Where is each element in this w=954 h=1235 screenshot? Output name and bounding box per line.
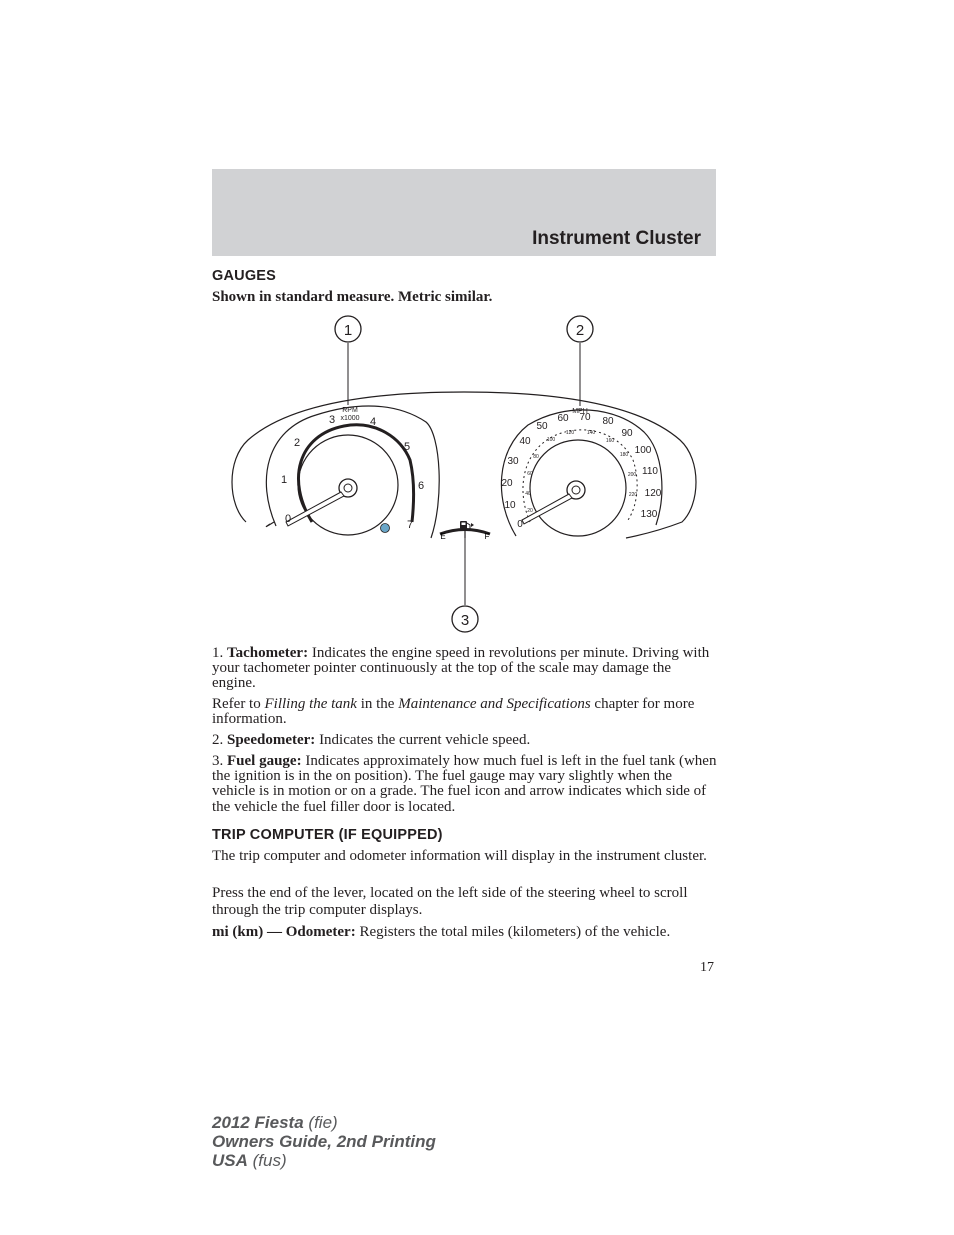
speedo-tick-20: 20 xyxy=(501,478,513,489)
callout-1: 1 xyxy=(343,322,353,339)
tach-tick-6: 6 xyxy=(417,480,425,492)
svg-text:60: 60 xyxy=(527,471,533,477)
speedo-tick-80: 80 xyxy=(602,416,614,427)
svg-text:220: 220 xyxy=(628,492,638,498)
svg-text:200: 200 xyxy=(627,472,637,478)
svg-text:80: 80 xyxy=(533,454,539,460)
svg-text:100: 100 xyxy=(546,437,556,443)
tach-tick-0: 0 xyxy=(284,513,292,525)
speedo-tick-130: 130 xyxy=(640,509,658,520)
tach-unit-2: x1000 xyxy=(340,415,360,422)
page-number: 17 xyxy=(700,960,714,975)
speedo-housing xyxy=(501,410,661,536)
fuel-full-label: F xyxy=(484,532,490,541)
callout-2: 2 xyxy=(575,322,585,339)
callout-3: 3 xyxy=(460,612,470,629)
svg-text:120: 120 xyxy=(565,430,575,436)
speedo-tick-40: 40 xyxy=(519,436,531,447)
tach-unit-1: RPM xyxy=(342,407,358,414)
page-title: Instrument Cluster xyxy=(532,228,701,249)
speedo-tick-0: 0 xyxy=(517,519,523,530)
indicator-light-icon xyxy=(381,524,390,533)
speedo-tick-90: 90 xyxy=(621,428,633,439)
svg-text:20: 20 xyxy=(527,508,533,514)
speedo-tick-120: 120 xyxy=(644,488,662,499)
svg-text:180: 180 xyxy=(619,452,629,458)
speedo-tick-110: 110 xyxy=(642,466,658,477)
fuel-empty-label: E xyxy=(440,532,446,541)
speedo-tick-30: 30 xyxy=(507,456,519,467)
trip-heading: TRIP COMPUTER (IF EQUIPPED) xyxy=(212,827,443,843)
tach-tick-2: 2 xyxy=(293,437,301,449)
speedo-tick-100: 100 xyxy=(634,445,652,456)
gauges-heading: GAUGES xyxy=(212,268,277,284)
tach-needle xyxy=(286,479,357,526)
speedo-tick-70: 70 xyxy=(579,412,591,423)
tach-tick-3: 3 xyxy=(328,414,336,426)
svg-text:40: 40 xyxy=(525,491,531,497)
item-tachometer: 1. Tachometer: Indicates the engine speed in revolutions per minute. Driving with your tachometer pointer continuously at the top of the scale may damage the engine. xyxy=(212,645,710,692)
trip-para-1: The trip computer and odometer information will display in the instrument cluster. xyxy=(212,848,707,864)
svg-text:140: 140 xyxy=(586,430,596,436)
item-speedometer: 2. Speedometer: Indicates the current vehicle speed. xyxy=(212,732,531,748)
speedo-tick-10: 10 xyxy=(504,500,516,511)
trip-para-2: Press the end of the lever, located on the left side of the steering wheel to scroll through the trip computer displays. xyxy=(212,885,688,918)
speedo-unit: MPH xyxy=(572,408,588,415)
instrument-cluster-figure xyxy=(226,310,702,635)
tach-tick-4: 4 xyxy=(369,416,377,428)
speedo-tick-50: 50 xyxy=(536,421,548,432)
speedo-needle xyxy=(522,481,585,524)
tach-tick-1: 1 xyxy=(280,474,288,486)
footer: 2012 Fiesta (fie) Owners Guide, 2nd Printing USA (fus) xyxy=(212,1113,436,1170)
odometer-paragraph: mi (km) — Odometer: Registers the total miles (kilometers) of the vehicle. xyxy=(212,924,671,940)
speedo-tick-60: 60 xyxy=(557,413,569,424)
svg-text:160: 160 xyxy=(605,438,615,444)
tach-tick-5: 5 xyxy=(403,441,411,453)
tach-tick-7: 7 xyxy=(406,519,414,531)
fuel-pump-icon xyxy=(460,521,474,529)
header-band xyxy=(212,169,716,256)
item-fuel-gauge: 3. Fuel gauge: Indicates approximately how much fuel is left in the fuel tank (when the ignition is in the on position). The fuel gauge may vary slightly when the vehicle is in motion or on a grade. The fuel icon and arrow indicates which side of the vehicle the fuel filler door is located. xyxy=(212,753,717,815)
refer-paragraph: Refer to Filling the tank in the Maintenance and Specifications chapter for more information. xyxy=(212,696,695,728)
gauges-subheading: Shown in standard measure. Metric similar. xyxy=(212,289,493,305)
